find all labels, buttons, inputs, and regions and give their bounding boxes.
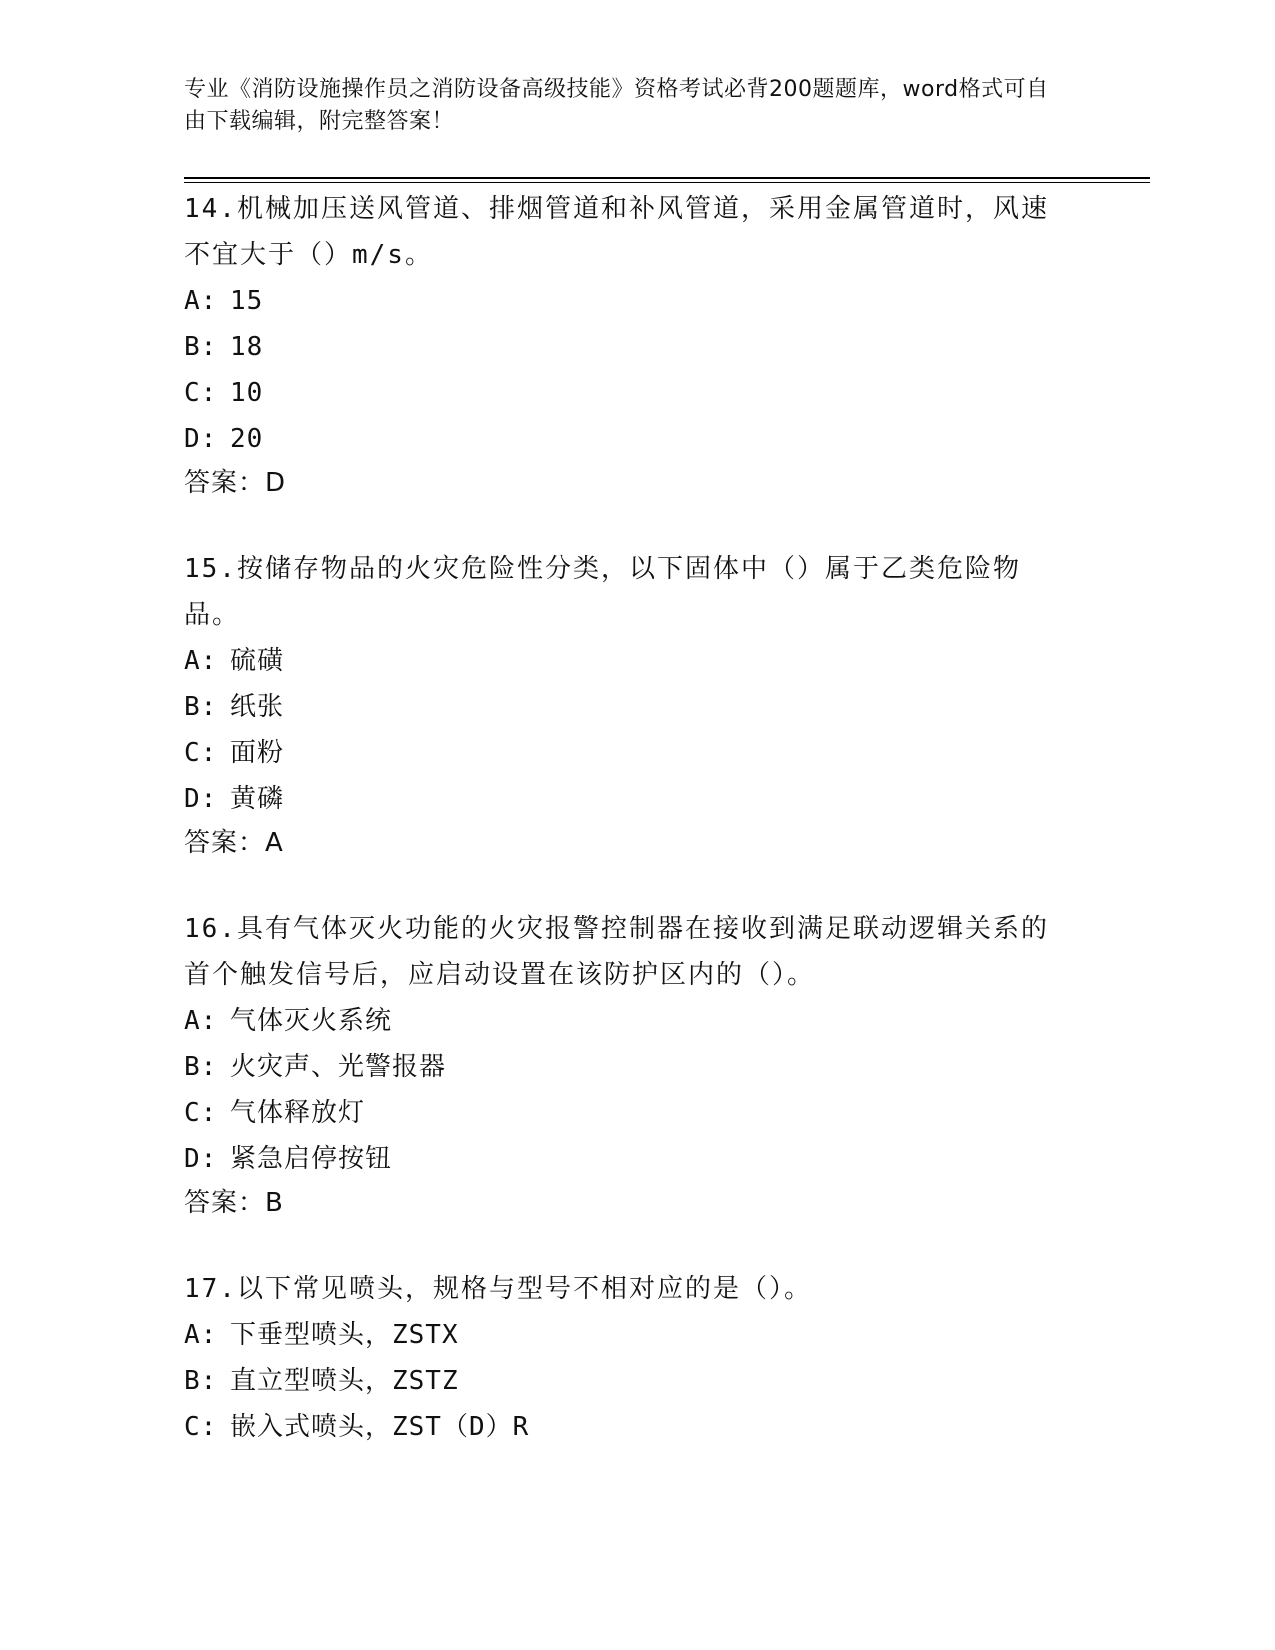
- option-b: [184, 1044, 1064, 1090]
- option-text: 直立型喷头，ZSTZ: [230, 1366, 459, 1396]
- option-text: 纸张: [230, 692, 285, 722]
- question-15: [184, 546, 1064, 864]
- question-14: [184, 186, 1064, 504]
- option-b: [184, 684, 1064, 730]
- option-label: A:: [184, 1320, 218, 1350]
- option-text: 15: [230, 286, 264, 316]
- header-divider-thick: [184, 177, 1150, 179]
- option-text: 嵌入式喷头，ZST（D）R: [230, 1412, 530, 1442]
- option-a: [184, 998, 1064, 1044]
- answer-line: 答案：D: [184, 468, 287, 498]
- option-a: [184, 278, 1064, 324]
- option-label: D:: [184, 424, 218, 454]
- option-text: 下垂型喷头，ZSTX: [230, 1320, 459, 1350]
- option-c: [184, 1090, 1064, 1136]
- option-text: 气体释放灯: [230, 1098, 366, 1128]
- option-b: [184, 324, 1064, 370]
- option-d: [184, 776, 1064, 822]
- option-label: A:: [184, 286, 218, 316]
- answer-line: 答案：A: [184, 828, 284, 858]
- question-stem: 16.具有气体灭火功能的火灾报警控制器在接收到满足联动逻辑关系的首个触发信号后，应启动设置在该防护区内的（）。: [184, 914, 1049, 990]
- option-text: 气体灭火系统: [230, 1006, 393, 1036]
- answer-line: 答案：B: [184, 1188, 284, 1218]
- option-label: A:: [184, 646, 218, 676]
- option-c: [184, 730, 1064, 776]
- question-list: [184, 186, 1064, 1492]
- option-b: [184, 1358, 1064, 1404]
- option-text: 10: [230, 378, 264, 408]
- option-label: C:: [184, 738, 218, 768]
- option-c: [184, 1404, 1064, 1450]
- option-label: D:: [184, 784, 218, 814]
- option-label: B:: [184, 1052, 218, 1082]
- option-label: D:: [184, 1144, 218, 1174]
- option-label: C:: [184, 378, 218, 408]
- question-17: [184, 1266, 1064, 1450]
- option-label: B:: [184, 692, 218, 722]
- option-text: 18: [230, 332, 264, 362]
- document-header: 专业《消防设施操作员之消防设备高级技能》资格考试必背200题题库，word格式可自由下载编辑，附完整答案！: [184, 77, 1049, 134]
- option-label: C:: [184, 1412, 218, 1442]
- option-d: [184, 1136, 1064, 1182]
- option-a: [184, 638, 1064, 684]
- question-stem: 17.以下常见喷头，规格与型号不相对应的是（）。: [184, 1274, 812, 1304]
- option-label: A:: [184, 1006, 218, 1036]
- option-label: B:: [184, 1366, 218, 1396]
- option-text: 20: [230, 424, 264, 454]
- option-c: [184, 370, 1064, 416]
- question-stem: 15.按储存物品的火灾危险性分类，以下固体中（）属于乙类危险物品。: [184, 554, 1021, 630]
- question-16: [184, 906, 1064, 1224]
- header-divider-thin: [184, 182, 1150, 183]
- option-text: 火灾声、光警报器: [230, 1052, 447, 1082]
- option-a: [184, 1312, 1064, 1358]
- option-text: 黄磷: [230, 784, 285, 814]
- option-text: 面粉: [230, 738, 285, 768]
- option-d: [184, 416, 1064, 462]
- question-stem: 14.机械加压送风管道、排烟管道和补风管道，采用金属管道时，风速不宜大于（）m/s。: [184, 194, 1049, 270]
- option-label: C:: [184, 1098, 218, 1128]
- option-text: 紧急启停按钮: [230, 1144, 393, 1174]
- option-text: 硫磺: [230, 646, 285, 676]
- option-label: B:: [184, 332, 218, 362]
